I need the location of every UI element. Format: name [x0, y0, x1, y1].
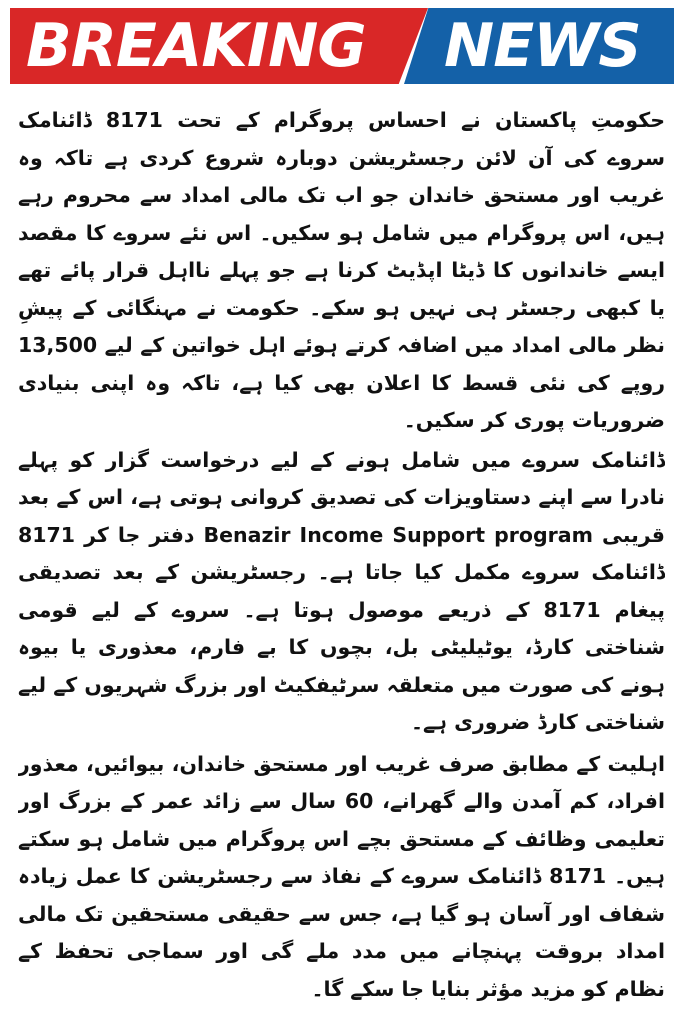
article-paragraph-2: ڈائنامک سروے میں شامل ہونے کے لیے درخواست گزار کو پہلے نادرا سے اپنے دستاویزات کی تصدیق کروانی ہوتی ہے، اس کے بعد قریبی Benazir Income Support program دفتر جا کر 8171 ڈائنامک سروے مکمل کیا جاتا ہے۔ رجسٹریشن کے بعد تصدیقی پیغام 8171 کے ذریعے موصول ہوتا ہے۔ سروے کے لیے قومی شناختی کارڈ، یوٹیلیٹی بل، بچوں کا بے فارم، معذوری یا بیوہ ہونے کی صورت میں متعلقہ سرٹیفکیٹ اور بزرگ شہریوں کے لیے شناختی کارڈ ضروری ہے۔	[18, 447, 665, 734]
banner-word-breaking: BREAKING	[26, 11, 366, 81]
article-body	[18, 102, 665, 1014]
article-paragraph-3: اہلیت کے مطابق صرف غریب اور مستحق خاندان، بیوائیں، معذور افراد، کم آمدن والے گھرانے، 60 سال سے زائد عمر کے بزرگ اور تعلیمی وظائف کے مستحق بچے اس پروگرام میں شامل ہو سکتے ہیں۔ 8171 ڈائنامک سروے کے نفاذ سے رجسٹریشن کا عمل زیادہ شفاف اور آسان ہو گیا ہے، جس سے حقیقی مستحقین تک مالی امداد بروقت پہنچانے میں مدد ملے گی اور سماجی تحفظ کے نظام کو مزید مؤثر بنایا جا سکے گا۔	[18, 751, 665, 1001]
banner-word-news: NEWS	[444, 11, 641, 81]
article-paragraph-1: حکومتِ پاکستان نے احساس پروگرام کے تحت 8171 ڈائنامک سروے کی آن لائن رجسٹریشن دوبارہ شروع کردی ہے تاکہ وہ غریب اور مستحق خاندان جو اب تک مالی امداد سے محروم رہے ہیں، اس پروگرام میں شامل ہو سکیں۔ اس نئے سروے کا مقصد ایسے خاندانوں کا ڈیٹا اپڈیٹ کرنا ہے جو پہلے نااہل قرار پائے تھے یا کبھی رجسٹر ہی نہیں ہو سکے۔ حکومت نے مہنگائی کے پیشِ نظر مالی امداد میں اضافہ کرتے ہوئے اہل خواتین کے لیے 13,500 روپے کی نئی قسط کا اعلان بھی کیا ہے، تاکہ وہ اپنی بنیادی ضروریات پوری کر سکیں۔	[18, 108, 665, 432]
breaking-news-banner	[0, 0, 683, 96]
